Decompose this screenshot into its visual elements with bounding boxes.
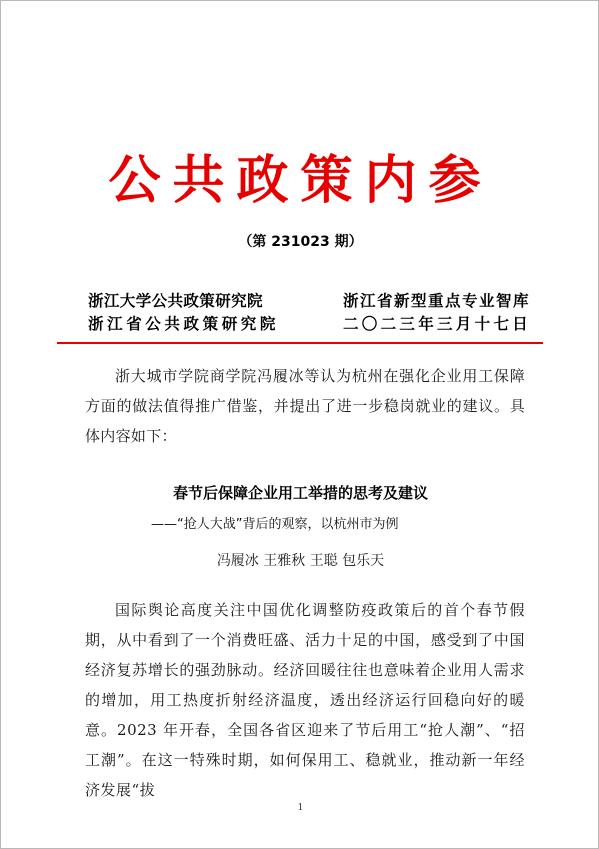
article-title: 春节后保障企业用工举措的思考及建议	[172, 484, 428, 502]
article-subtitle: ——“抢人大战”背后的观察，以杭州市为例	[151, 517, 399, 532]
masthead-title: 公共政策内参	[108, 150, 493, 211]
red-divider	[57, 342, 543, 344]
page-number: 1	[297, 803, 304, 813]
org-name-zju: 浙江大学公共政策研究院	[88, 292, 263, 310]
issue-number: （第 231023 期）	[238, 234, 363, 250]
publish-date: 二〇二三年三月十七日	[343, 315, 532, 333]
org-think-tank: 浙江省新型重点专业智库	[343, 292, 531, 310]
intro-text: 浙大城市学院商学院冯履冰等认为杭州在强化企业用工保障方面的做法值得推广借鉴，并提出了进一步稳岗就业的建议。具体内容如下：	[85, 367, 525, 445]
article-authors: 冯履冰 王雅秋 王聪 包乐天	[216, 553, 385, 569]
intro-paragraph	[85, 361, 525, 451]
org-name-zj-province: 浙江省公共政策研究院	[88, 315, 280, 333]
body-text: 国际舆论高度关注中国优化调整防疫政策后的首个春节假期，从中看到了一个消费旺盛、活力十足的中国，感受到了中国经济复苏增长的强劲脉动。经济回暖往往也意味着企业用人需求的增加，用工热度折射经济温度，透出经济运行回稳向好的暖意。2023 年开春，全国各省区迎来了节后用工“抢人潮”、“招工潮”。在这一特殊时期，如何保用工、稳就业，推动新一年经济发展“拔	[85, 601, 525, 799]
body-paragraph	[85, 595, 525, 805]
